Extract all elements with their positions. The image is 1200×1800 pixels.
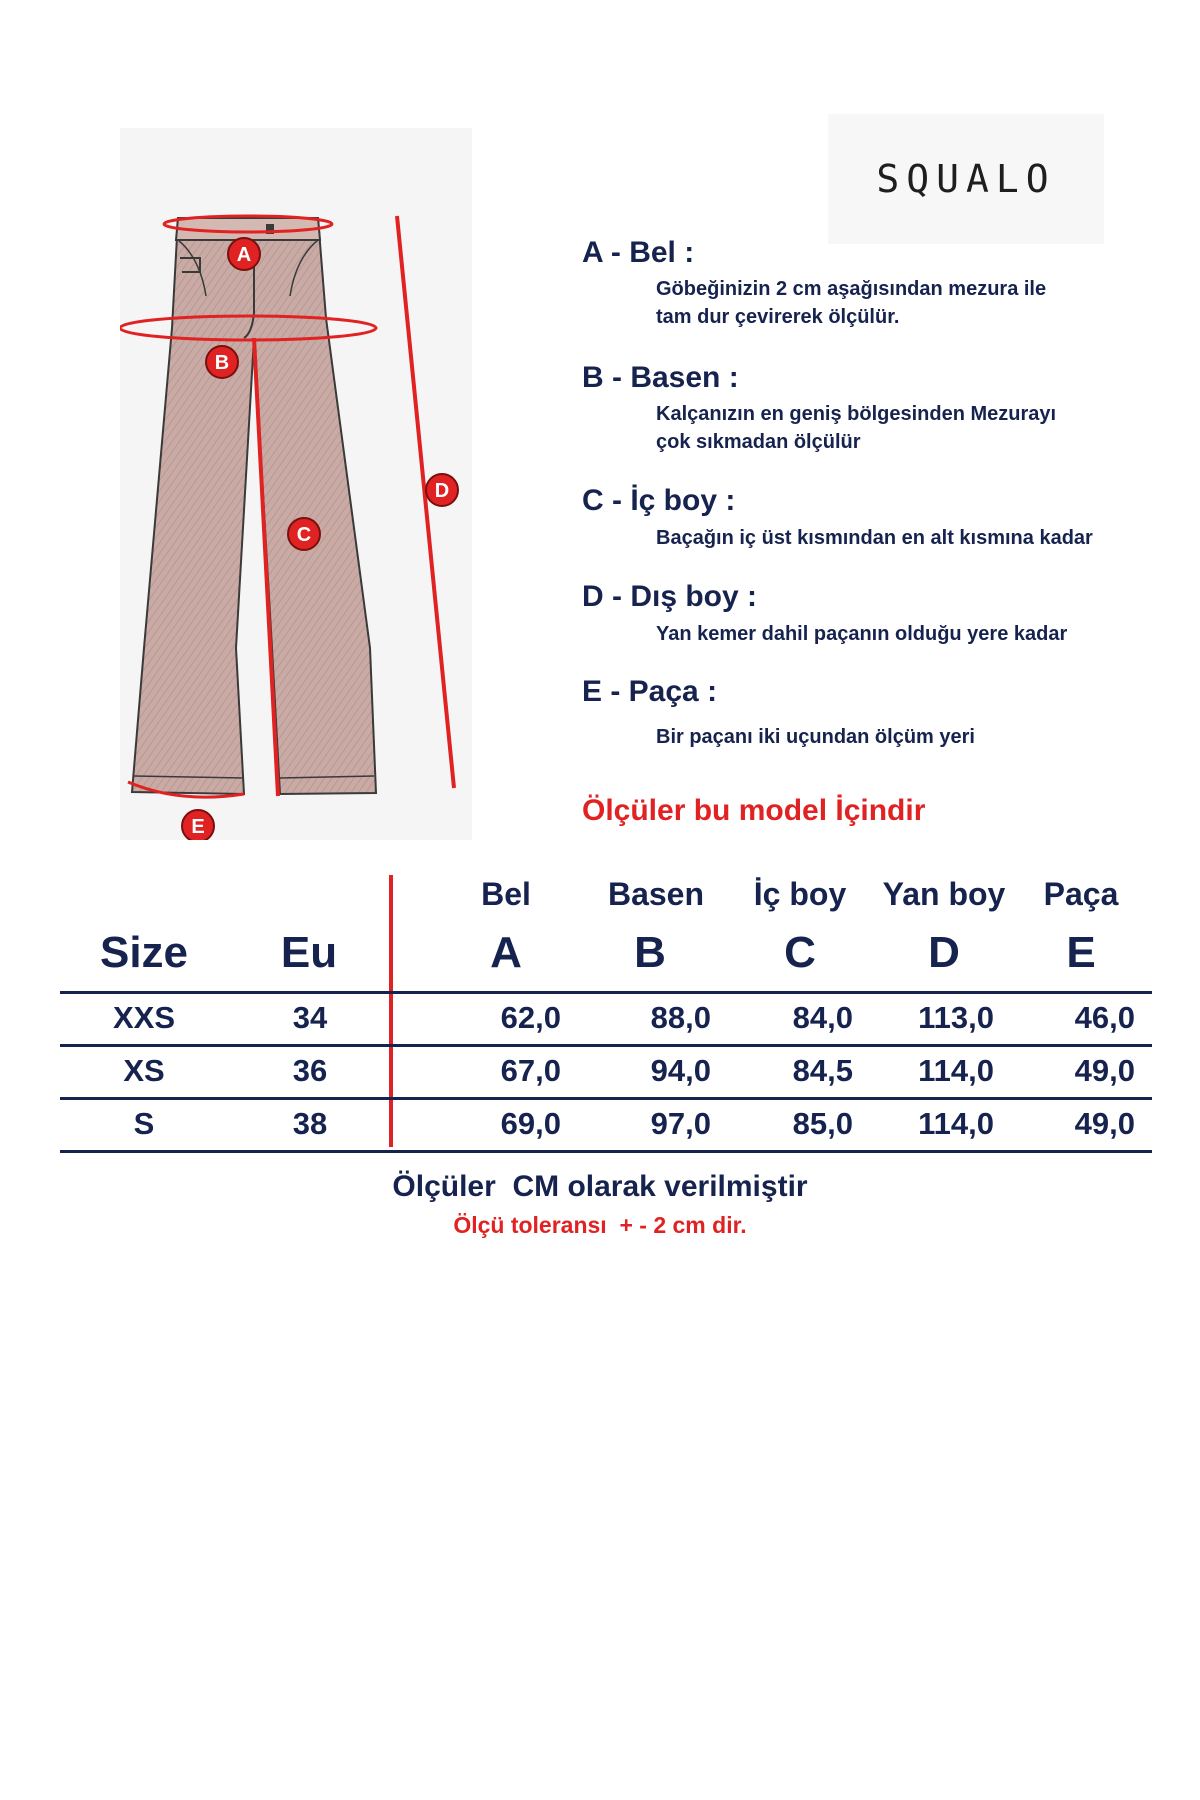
measure-desc-a-line2: tam dur çevirerek ölçülür. (656, 306, 900, 328)
cell-a: 67,0 (500, 1053, 561, 1088)
measure-desc-b-line1: Kalçanızın en geniş bölgesinden Mezurayı (656, 403, 1057, 425)
marker-e-label: E (191, 816, 205, 838)
cell-a: 69,0 (500, 1106, 561, 1141)
cell-a: 62,0 (500, 1000, 561, 1035)
brand-logo: SQUALO (876, 157, 1056, 201)
cell-b: 97,0 (650, 1106, 711, 1141)
header-a: A (490, 928, 522, 977)
brand-logo-box (828, 114, 1104, 244)
table-divider (60, 1150, 1152, 1153)
measure-heading-e: E - Paça : (582, 675, 718, 708)
cell-eu: 38 (292, 1106, 328, 1141)
measure-desc-d-line1: Yan kemer dahil paçanın olduğu yere kadar (656, 623, 1068, 645)
cell-size: XXS (112, 1000, 176, 1035)
header-c: C (784, 928, 816, 977)
cell-c: 84,5 (792, 1053, 853, 1088)
measure-heading-d: D - Dış boy : (582, 580, 758, 613)
cell-c: 84,0 (792, 1000, 853, 1035)
header-top-ic-boy: İç boy (753, 876, 847, 912)
cell-b: 94,0 (650, 1053, 711, 1088)
cell-e: 49,0 (1074, 1053, 1135, 1088)
header-d: D (928, 928, 960, 977)
cell-c: 85,0 (792, 1106, 853, 1141)
table-divider (60, 1097, 1152, 1100)
marker-d (426, 474, 458, 506)
measure-heading-c: C - İç boy : (582, 484, 736, 517)
marker-e (182, 810, 214, 840)
cell-e: 46,0 (1074, 1000, 1135, 1035)
cell-eu: 36 (292, 1053, 328, 1088)
marker-c-label: C (296, 524, 312, 546)
model-note: Ölçüler bu model İçindir (582, 794, 926, 827)
units-note: Ölçüler CM olarak verilmiştir (392, 1170, 808, 1203)
trousers-measurement-illustration (120, 128, 472, 840)
marker-c (288, 518, 320, 550)
header-b: B (634, 928, 666, 977)
cell-size: XS (123, 1053, 165, 1088)
trousers-diagram (120, 128, 472, 840)
cell-e: 49,0 (1074, 1106, 1135, 1141)
cell-eu: 34 (292, 1000, 328, 1035)
measure-heading-a: A - Bel : (582, 236, 695, 269)
cell-d: 114,0 (918, 1053, 994, 1088)
measure-desc-a-line1: Göbeğinizin 2 cm aşağısından mezura ile (656, 278, 1047, 300)
cell-d: 114,0 (918, 1106, 994, 1141)
measure-desc-c-line1: Baçağın iç üst kısmından en alt kısmına kadar (656, 527, 1093, 549)
header-top-paca: Paça (1043, 876, 1119, 912)
header-top-bel: Bel (481, 876, 531, 912)
marker-a (228, 238, 260, 270)
table-divider (60, 991, 1152, 994)
header-e: E (1066, 928, 1096, 977)
header-top-yan-boy: Yan boy (882, 876, 1006, 912)
marker-b (206, 346, 238, 378)
table-red-separator (389, 875, 393, 1147)
header-top-basen: Basen (607, 876, 705, 912)
header-size: Size (99, 928, 189, 977)
header-eu: Eu (280, 928, 338, 977)
cell-size: S (133, 1106, 155, 1141)
marker-a-label: A (236, 244, 252, 266)
cell-d: 113,0 (918, 1000, 994, 1035)
marker-d-label: D (434, 480, 450, 502)
measure-desc-b-line2: çok sıkmadan ölçülür (656, 431, 861, 453)
measure-desc-e-line1: Bir paçanı iki uçundan ölçüm yeri (656, 726, 975, 748)
measure-heading-b: B - Basen : (582, 361, 739, 394)
table-divider (60, 1044, 1152, 1047)
cell-b: 88,0 (650, 1000, 711, 1035)
tolerance-note: Ölçü toleransı + - 2 cm dir. (453, 1212, 747, 1238)
marker-b-label: B (214, 352, 230, 374)
